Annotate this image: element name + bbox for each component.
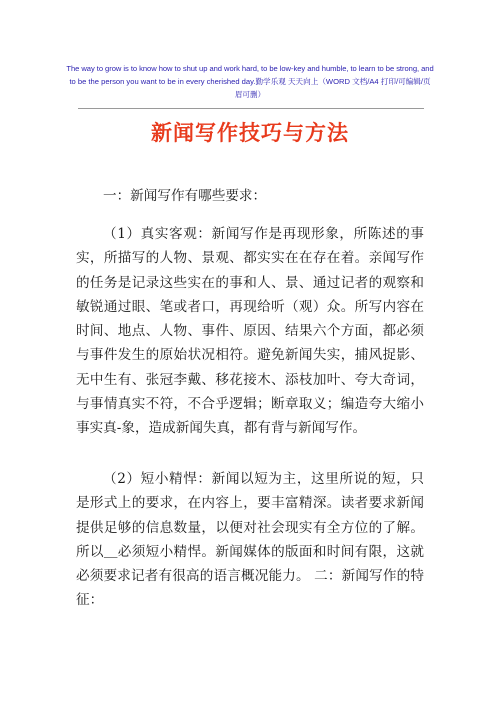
header-motto-line-1: The way to grow is to know how to shut up and work hard, to be low-key and humble, to learn to be strong, and <box>66 64 434 73</box>
header-motto-line-2 <box>62 75 438 88</box>
document-title: 新闻写作技巧与方法 <box>151 121 349 145</box>
header-motto-chinese: 勤学乐观 天天向上（WORD 文档/A4 打印/可编辑/页 <box>255 77 431 86</box>
paragraph-2: （2）短小精悍：新闻以短为主，这里所说的短，只是形式上的要求，在内容上，要丰富精深。读者要求新闻提供足够的信息数量，以便对社会现实有全方位的了解。所以＿必须短小精悍。新闻媒体的版面和时间有限，这就必须要求记者有很高的语言概况能力。 二：新闻写作的特征： <box>76 471 424 609</box>
header-divider <box>78 108 424 109</box>
header-motto-english: to be the person you want to be in every cherished day. <box>69 77 256 86</box>
header-motto-line-3: 眉可删） <box>234 90 266 99</box>
paragraph-1: （1）真实客观：新闻写作是再现形象，所陈述的事实，所描写的人物、景观、都实实在在存在着。亲闻写作的任务是记录这些实在的事和人、景、通过记者的观察和敏锐通过眼、笔或者口，再现给听（观）众。所写内容在时间、地点、人物、事件、原因、结果六个方面，都必须与事件发生的原始状况相符。避免新闻失实，捕风捉影、无中生有、张冠李戴、移花接木、添枝加叶、夸大奇词，与事情真实不符，不合乎逻辑；断章取义；编造夸大缩小事实真-象，造成新闻失真，都有背与新闻写作。 <box>76 226 424 437</box>
section-heading-1: 一：新闻写作有哪些要求： <box>103 188 267 204</box>
page-header <box>62 62 438 101</box>
